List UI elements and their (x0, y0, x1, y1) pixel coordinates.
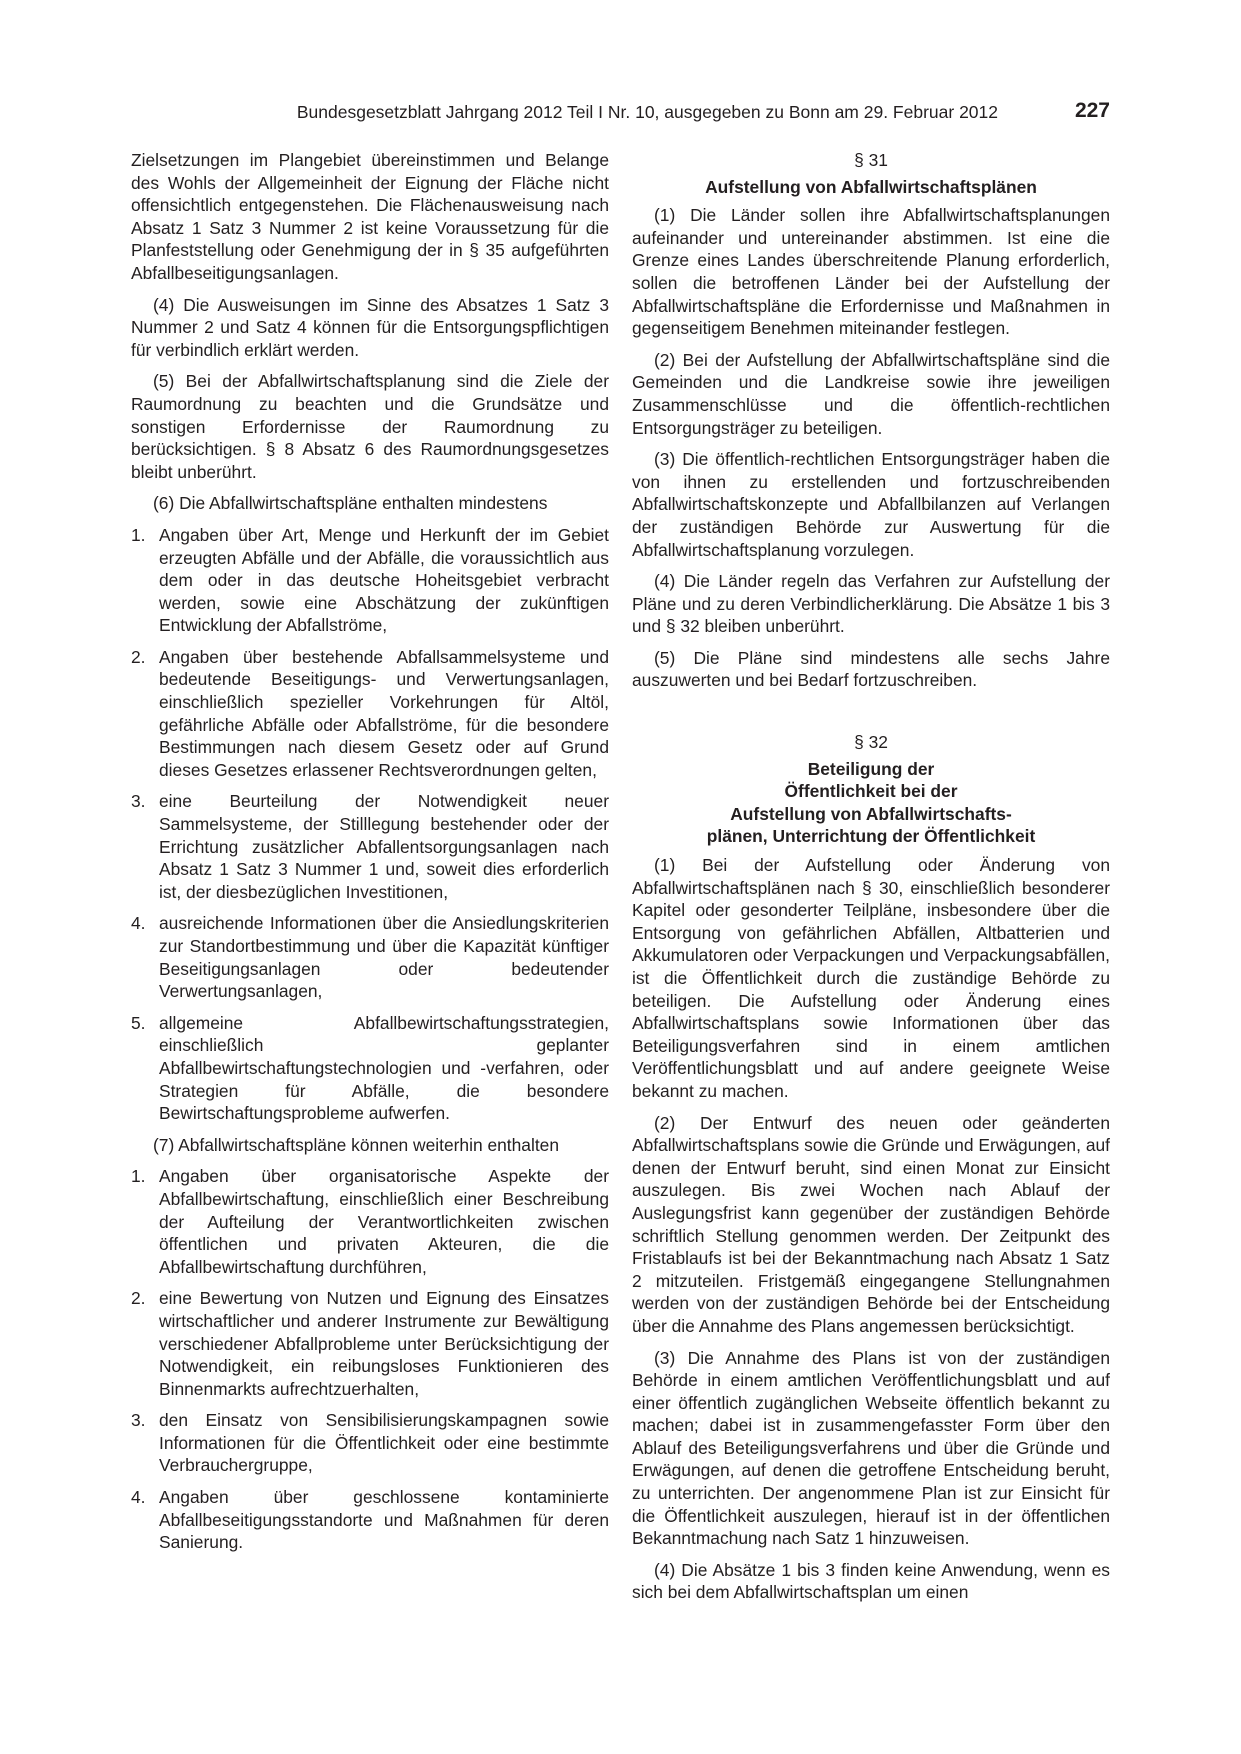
list-item (131, 646, 609, 782)
item-text: Angaben über Art, Menge und Herkunft der im Gebiet erzeugten Abfälle und der Abfälle, die voraussichtlich aus dem oder in das deutsche Hoheitsgebiet verbracht werden, sowie eine Abschätzung der zukünftigen Entwicklung der Abfallströme, (159, 524, 609, 636)
right-column (632, 149, 1110, 1613)
title-line: Aufstellung von Abfallwirtschafts- (730, 803, 1012, 824)
item-number: 1. (131, 1166, 146, 1187)
s32-paragraph-2: (2) Der Entwurf des neuen oder geänderten Abfallwirtschaftsplans sowie die Gründe und Erwägungen, auf denen der Entwurf beruht, sind einen Monat zur Einsicht auszulegen. Bis zwei Wochen nach Ablauf der Auslegungsfrist kann gegenüber der zuständigen Behörde schriftlich Stellung genommen werden. Der Zeitpunkt des Fristablaufs ist bei der Bekanntmachung nach Absatz 1 Satz 2 mitzuteilen. Fristgemäß eingegangene Stellungnahmen werden von der zuständigen Behörde bei der Entscheidung über die Annahme des Plans angemessen berücksichtigt. (632, 1112, 1110, 1336)
section-31-number: § 31 (854, 150, 888, 170)
title-line: Beteiligung der (807, 758, 935, 779)
item-text: den Einsatz von Sensibilisierungskampagnen sowie Informationen für die Öffentlichkeit oder eine bestimmte Verbrauchergruppe, (159, 1410, 609, 1476)
paragraph-6: (6) Die Abfallwirtschaftspläne enthalten mindestens (153, 493, 548, 514)
item-number: 1. (131, 524, 146, 545)
s31-paragraph-4: (4) Die Länder regeln das Verfahren zur Aufstellung der Pläne und zu deren Verbindlicherklärung. Die Absätze 1 bis 3 und § 32 bleiben unberührt. (632, 571, 1110, 637)
s31-paragraph-2: (2) Bei der Aufstellung der Abfallwirtschaftspläne sind die Gemeinden und die Landkreise sowie ihre jeweiligen Zusammenschlüsse und die öffentlich-rechtlichen Entsorgungsträger zu beteiligen. (632, 349, 1110, 438)
section-32-title (632, 758, 1110, 848)
s31-paragraph-3: (3) Die öffentlich-rechtlichen Entsorgungsträger haben die von ihnen zu erstellenden und fortzuschreibenden Abfallwirtschaftskonzepte und Abfallbilanzen auf Verlangen der zuständigen Behörde zur Auswertung für die Abfallwirtschaftsplanung vorzulegen. (632, 449, 1110, 560)
item-number: 4. (131, 1487, 146, 1508)
running-header (130, 100, 1110, 130)
list-item (131, 1012, 609, 1125)
item-number: 3. (131, 1410, 146, 1431)
s31-paragraph-5: (5) Die Pläne sind mindestens alle sechs Jahre auszuwerten und bei Bedarf fortzuschreiben. (632, 647, 1110, 691)
item-text: Angaben über organisatorische Aspekte der Abfallbewirtschaftung, einschließlich einer Beschreibung der Aufteilung der Verantwortlichkeiten zwischen öffentlichen und privaten Akteuren, die die Abfallbewirtschaftung durchführen, (159, 1166, 609, 1277)
item-text: Angaben über geschlossene kontaminierte Abfallbeseitigungsstandorte und Maßnahmen für deren Sanierung. (159, 1487, 609, 1553)
list-item (131, 524, 609, 637)
item-text: Angaben über bestehende Abfallsammelsysteme und bedeutende Beseitigungs- und Verwertungsanlagen, einschließlich spezieller Vorkehrungen für Altöl, gefährliche Abfälle oder Abfallströme, für die besondere Bestimmungen nach diesem Gesetz oder auf Grund dieses Gesetzes erlassener Rechtsverordnungen gelten, (159, 646, 609, 780)
list-item (131, 1165, 609, 1278)
title-line: plänen, Unterrichtung der Öffentlichkeit (706, 826, 1036, 847)
list-item (131, 1486, 609, 1554)
section-32-number: § 32 (854, 732, 888, 753)
left-column (131, 149, 609, 1563)
s31-paragraph-1: (1) Die Länder sollen ihre Abfallwirtschaftsplanungen aufeinander und untereinander abstimmen. Ist eine die Grenze eines Landes überschreitende Planung erforderlich, sollen die betroffenen Länder bei der Aufstellung der Abfallwirtschaftspläne die Erfordernisse und Maßnahmen in gegenseitigem Benehmen miteinander festlegen. (632, 205, 1110, 339)
section-31-title: Aufstellung von Abfallwirtschaftsplänen (705, 176, 1037, 197)
item-number: 2. (131, 646, 146, 667)
list-paragraph-6 (131, 524, 609, 1125)
list-item (131, 912, 609, 1002)
paragraph-7: (7) Abfallwirtschaftspläne können weiterhin enthalten (153, 1134, 560, 1155)
continued-paragraph: Zielsetzungen im Plangebiet übereinstimmen und Belange des Wohls der Allgemeinheit der Eignung der Fläche nicht offensichtlich entgegenstehen. Die Flächenausweisung nach Absatz 1 Satz 3 Nummer 2 ist keine Voraussetzung für die Planfeststellung oder Genehmigung der in § 35 aufgeführten Abfallbeseitigungsanlagen. (131, 150, 609, 283)
item-number: 5. (131, 1012, 146, 1033)
title-line: Öffentlichkeit bei der (784, 781, 958, 802)
item-number: 3. (131, 791, 146, 812)
item-text: allgemeine Abfallbewirtschaftungsstrategien, einschließlich geplanter Abfallbewirtschaftungstechnologien und -verfahren, oder Strategien für Abfälle, die besondere Bewirtschaftungsprobleme aufwerfen. (159, 1012, 609, 1124)
list-item (131, 1287, 609, 1400)
s32-paragraph-4: (4) Die Absätze 1 bis 3 finden keine Anwendung, wenn es sich bei dem Abfallwirtschaftsplan um einen (632, 1559, 1110, 1603)
s32-paragraph-1: (1) Bei der Aufstellung oder Änderung von Abfallwirtschaftsplänen nach § 30, einschließlich besonderer Kapitel oder gesonderter Teilpläne, insbesondere über die Entsorgung von gefährlichen Abfällen, Altbatterien und Akkumulatoren oder Verpackungen und Verpackungsabfällen, ist die Öffentlichkeit durch die zuständige Behörde zu beteiligen. Die Aufstellung oder Änderung eines Abfallwirtschaftsplans sowie Informationen über das Beteiligungsverfahren sind in einem amtlichen Veröffentlichungsblatt und auf andere geeignete Weise bekannt zu machen. (632, 855, 1110, 1101)
item-number: 2. (131, 1288, 146, 1309)
paragraph-4: (4) Die Ausweisungen im Sinne des Absatzes 1 Satz 3 Nummer 2 und Satz 4 können für die Entsorgungspflichtigen für verbindlich erklärt werden. (131, 294, 609, 360)
paragraph-5: (5) Bei der Abfallwirtschaftsplanung sind die Ziele der Raumordnung zu beachten und die Grundsätze und sonstigen Erfordernisse der Raumordnung zu berücksichtigen. § 8 Absatz 6 des Raumordnungsgesetzes bleibt unberührt. (131, 371, 609, 482)
section-spacer (632, 701, 1110, 731)
s32-paragraph-3: (3) Die Annahme des Plans ist von der zuständigen Behörde in einem amtlichen Veröffentlichungsblatt und auf einer öffentlich zugänglichen Webseite öffentlich bekannt zu machen; dabei ist in zusammengefasster Form über den Ablauf des Beteiligungsverfahrens und über die Gründe und Erwägungen, auf denen die getroffene Entscheidung beruht, zu unterrichten. Der angenommene Plan ist zur Einsicht für die Öffentlichkeit auszulegen, hierauf ist in der öffentlichen Bekanntmachung nach Satz 1 hinzuweisen. (632, 1347, 1110, 1549)
item-text: ausreichende Informationen über die Ansiedlungskriterien zur Standortbestimmung und über die Kapazität künftiger Beseitigungsanlagen oder bedeutender Verwertungsanlagen, (159, 913, 609, 1002)
item-number: 4. (131, 913, 146, 934)
header-text: Bundesgesetzblatt Jahrgang 2012 Teil I Nr. 10, ausgegeben zu Bonn am 29. Februar 2012 (296, 102, 998, 122)
item-text: eine Beurteilung der Notwendigkeit neuer Sammelsysteme, der Stilllegung bestehender oder der Errichtung zusätzlicher Abfallentsorgungsanlagen nach Absatz 1 Satz 3 Nummer 1 und, soweit dies erforderlich ist, der diesbezüglichen Investitionen, (159, 791, 609, 902)
list-paragraph-7 (131, 1165, 609, 1554)
page-number: 227 (1074, 99, 1110, 122)
list-item (131, 790, 609, 903)
item-text: eine Bewertung von Nutzen und Eignung des Einsatzes wirtschaftlicher und anderer Instrumente zur Bewältigung verschiedener Abfallprobleme unter Berücksichtigung der Notwendigkeit, ein reibungsloses Funktionieren des Binnenmarkts aufrechtzuerhalten, (159, 1288, 609, 1399)
list-item (131, 1409, 609, 1477)
